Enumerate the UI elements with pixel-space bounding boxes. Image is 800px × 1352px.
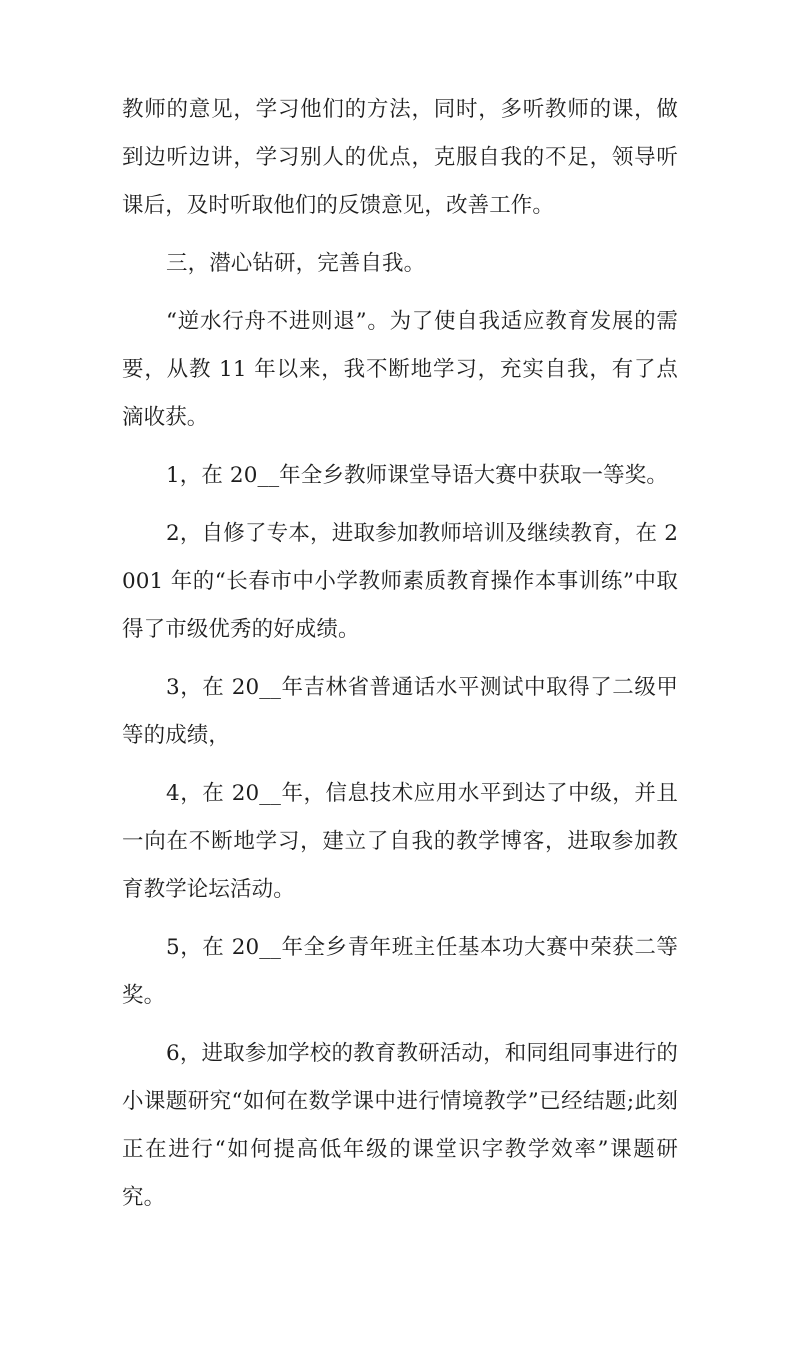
paragraph-list-item-4: 4，在 20__年，信息技术应用水平到达了中级，并且一向在不断地学习，建立了自我的教学博客，进取参加教育教学论坛活动。 — [122, 781, 678, 902]
paragraph-list-item-5: 5，在 20__年全乡青年班主任基本功大赛中荣获二等奖。 — [122, 935, 678, 1008]
paragraph-list-item-2: 2，自修了专本，进取参加教师培训及继续教育，在 2001 年的“长春市中小学教师素质教育操作本事训练”中取得了市级优秀的好成绩。 — [122, 521, 678, 642]
paragraph-list-item-3: 3，在 20__年吉林省普通话水平测试中取得了二级甲等的成绩， — [122, 675, 678, 748]
document-text-body — [122, 86, 678, 1352]
paragraph-continuation: 教师的意见，学习他们的方法，同时，多听教师的课，做到边听边讲，学习别人的优点，克服自我的不足，领导听课后，及时听取他们的反馈意见，改善工作。 — [122, 97, 678, 218]
paragraph-section-heading-three: 三，潜心钻研，完善自我。 — [166, 251, 426, 276]
paragraph-list-item-1: 1，在 20__年全乡教师课堂导语大赛中获取一等奖。 — [166, 463, 668, 488]
paragraph-quote-intro: “逆水行舟不进则退”。为了使自我适应教育发展的需要，从教 11 年以来，我不断地学习，充实自我，有了点滴收获。 — [122, 309, 678, 430]
paragraph-list-item-6: 6，进取参加学校的教育教研活动，和同组同事进行的小课题研究“如何在数学课中进行情境教学”已经结题;此刻正在进行“如何提高低年级的课堂识字教学效率”课题研究。 — [122, 1041, 678, 1210]
page-bottom-whitespace — [122, 1232, 678, 1352]
